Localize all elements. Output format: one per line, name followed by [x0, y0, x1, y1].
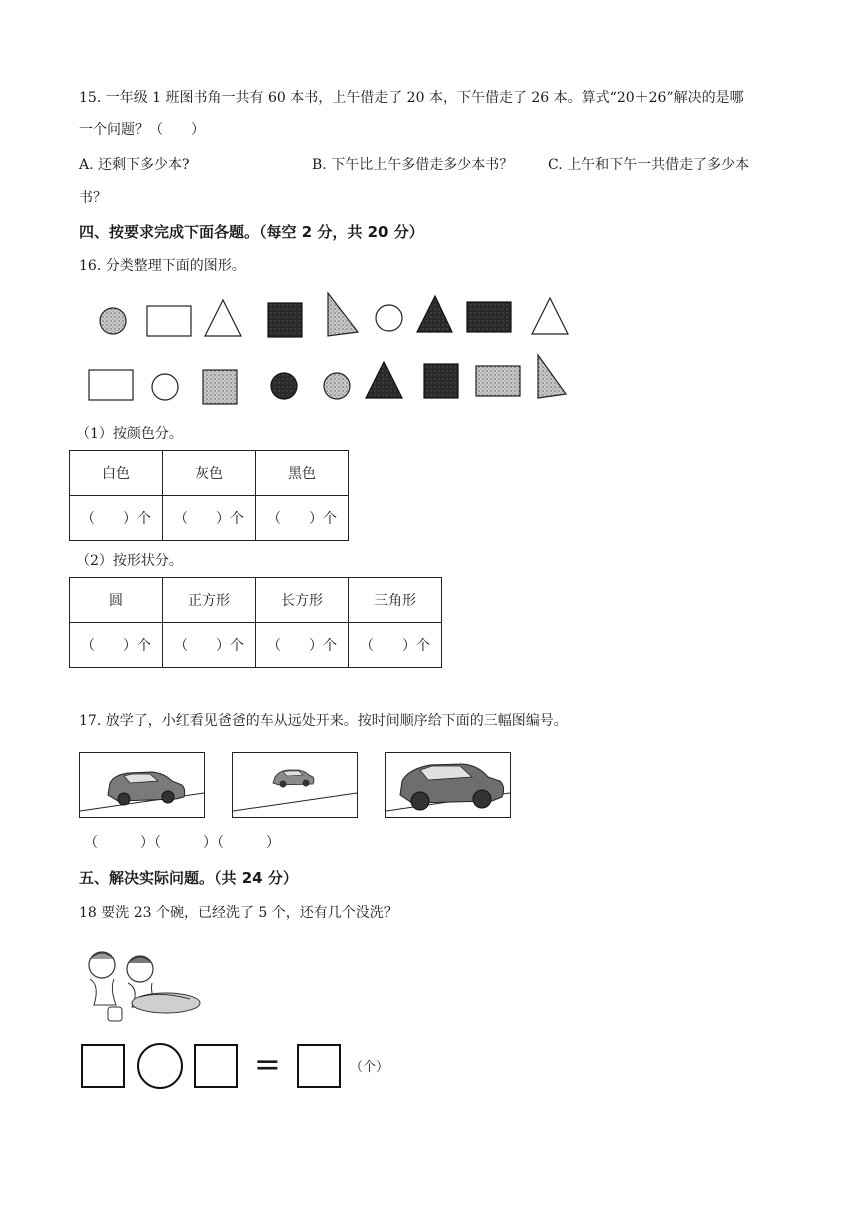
color-table-answer-row	[70, 496, 349, 541]
answer-white-count[interactable]: （ ）个	[70, 496, 163, 541]
black-triangle-shape	[417, 296, 452, 332]
answer-gray-count[interactable]: （ ）个	[163, 496, 256, 541]
gray-triangle-shape-2	[538, 355, 566, 398]
gray-circle-shape-2	[324, 373, 350, 399]
section-4-heading: 四、按要求完成下面各题。（每空 2 分，共 20 分）	[79, 223, 424, 241]
car-small-icon	[233, 753, 357, 817]
white-rectangle-shape	[147, 306, 191, 336]
shapes-row-1	[90, 288, 590, 348]
answer-rectangle-count[interactable]: （ ）个	[256, 623, 349, 668]
white-circle-shape	[376, 305, 402, 331]
q15-line1: 15. 一年级 1 班图书角一共有 60 本书，上午借走了 20 本，下午借走了 26 本。算式“20＋26”解决的是哪	[79, 90, 744, 106]
unit-label: （个）	[350, 1060, 390, 1075]
white-triangle-shape-2	[532, 298, 568, 334]
header-circle: 圆	[70, 578, 163, 623]
equation-box-2[interactable]	[194, 1044, 238, 1088]
car-large-icon	[386, 753, 510, 817]
equation-box-1[interactable]	[81, 1044, 125, 1088]
q15-option-b: B. 下午比上午多借走多少本书？	[312, 157, 514, 173]
car-picture-small	[232, 752, 358, 818]
q15-option-c-continued: 书？	[79, 190, 107, 206]
q15-line2: 一个问题？（ ）	[79, 122, 205, 138]
header-rectangle: 长方形	[256, 578, 349, 623]
shapes-row-2	[86, 350, 586, 410]
gray-circle-shape	[100, 308, 126, 334]
answer-square-count[interactable]: （ ）个	[163, 623, 256, 668]
black-rectangle-shape	[467, 302, 511, 332]
white-triangle-shape	[205, 300, 241, 336]
black-square-shape	[268, 303, 302, 337]
car-picture-medium	[79, 752, 205, 818]
header-gray: 灰色	[163, 451, 256, 496]
gray-rectangle-shape	[476, 366, 520, 396]
children-washing-bowls-illustration	[80, 945, 204, 1025]
shape-table	[69, 577, 442, 668]
black-square-shape-2	[424, 364, 458, 398]
color-table-header-row	[70, 451, 349, 496]
white-circle-shape-2	[152, 374, 178, 400]
black-triangle-shape-2	[366, 362, 402, 398]
answer-box[interactable]	[297, 1044, 341, 1088]
shape-table-header-row	[70, 578, 442, 623]
car-medium-icon	[80, 753, 204, 817]
answer-circle-count[interactable]: （ ）个	[70, 623, 163, 668]
equals-sign: =	[254, 1045, 281, 1083]
q15-option-c: C. 上午和下午一共借走了多少本	[548, 157, 750, 173]
q16-part2-label: （2）按形状分。	[76, 553, 183, 569]
answer-triangle-count[interactable]: （ ）个	[349, 623, 442, 668]
q17-prompt: 17. 放学了，小红看见爸爸的车从远处开来。按时间顺序给下面的三幅图编号。	[79, 713, 568, 729]
car-picture-large	[385, 752, 511, 818]
answer-black-count[interactable]: （ ）个	[256, 496, 349, 541]
q18-prompt: 18 要洗 23 个碗，已经洗了 5 个，还有几个没洗？	[79, 905, 398, 921]
q17-answer-blanks[interactable]: （ ）（ ）（ ）	[84, 835, 280, 851]
gray-square-shape	[203, 370, 237, 404]
header-triangle: 三角形	[349, 578, 442, 623]
header-square: 正方形	[163, 578, 256, 623]
header-white: 白色	[70, 451, 163, 496]
header-black: 黑色	[256, 451, 349, 496]
color-table	[69, 450, 349, 541]
gray-triangle-shape	[328, 293, 358, 336]
black-circle-shape	[271, 373, 297, 399]
shape-table-answer-row	[70, 623, 442, 668]
q15-option-a: A. 还剩下多少本?	[79, 157, 190, 173]
q16-prompt: 16. 分类整理下面的图形。	[79, 258, 246, 274]
operator-circle[interactable]	[137, 1043, 183, 1089]
section-5-heading: 五、解决实际问题。（共 24 分）	[79, 869, 298, 887]
white-rectangle-shape-2	[89, 370, 133, 400]
q16-part1-label: （1）按颜色分。	[76, 426, 183, 442]
